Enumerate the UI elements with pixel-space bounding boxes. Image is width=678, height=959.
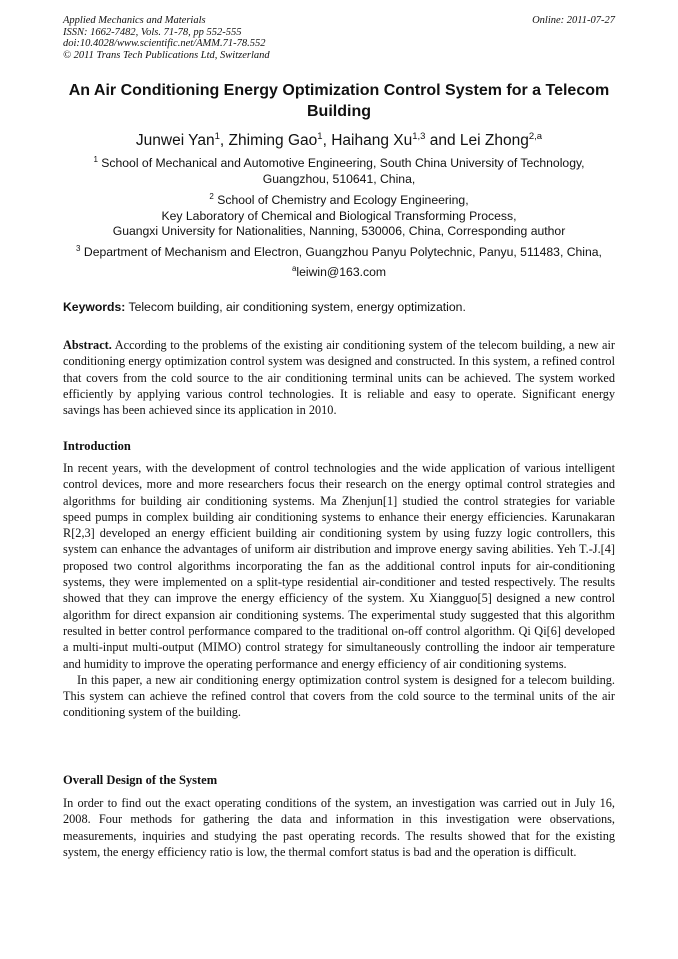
introduction-body: [63, 460, 615, 721]
affil-sup: 1: [93, 154, 98, 164]
author-affil-sup: 1: [317, 130, 323, 142]
affil-sup: 3: [76, 243, 81, 253]
paper-title: [40, 80, 638, 122]
author-name: Zhiming Gao: [228, 132, 318, 149]
intro-paragraph-2: In this paper, a new air conditioning energy optimization control system is designed for a telecom building. This system can achieve the refined control that covers from the cold source to the terminal units of the air conditioning system of the building.: [63, 672, 615, 720]
author-and: and: [425, 132, 460, 149]
abstract-label: Abstract.: [63, 338, 112, 352]
affiliation-2: $^2$ School of Chemistry and Ecology Engineering, Key Laboratory of Chemical and Biological Transforming Process, Guangxi University for Nationalities, Nanning, 530006, China, Corresponding author: [112, 191, 566, 238]
section-heading-overall-design: Overall Design of the System: [63, 773, 218, 787]
keywords: [63, 300, 615, 314]
keywords-label: Keywords:: [63, 300, 126, 314]
author-list: Junwei Yan$^1$, Zhiming Gao$^1$, Haihang Xu$^{1,3}$ and Lei Zhong$^{2,a}$: [135, 130, 543, 149]
author-name: Lei Zhong: [459, 132, 529, 149]
contact-email: [40, 265, 638, 281]
journal-doi: doi:10.4028/www.scientific.net/AMM.71-78.552: [63, 38, 266, 50]
abstract-text: According to the problems of the existing air conditioning system of the telecom building, a new air conditioning energy optimization control system was designed and constructed. In this system, a refined control that covers from the cold source to the air conditioning terminal units can be achieved. The system worked efficiently by applying various control technologies. It is reliable and easy to operate. Significant energy savings has been achieved since its application in 2010.: [63, 338, 615, 418]
journal-issn: ISSN: 1662-7482, Vols. 71-78, pp 552-555: [63, 26, 242, 38]
author-name: Junwei Yan: [135, 132, 215, 149]
journal-copyright: © 2011 Trans Tech Publications Ltd, Switzerland: [63, 49, 270, 61]
section-heading-introduction: Introduction: [63, 439, 131, 453]
online-date: Online: 2011-07-27: [532, 15, 615, 26]
overall-design-body: [63, 795, 615, 860]
intro-paragraph-1: In recent years, with the development of control technologies and the wide application of various intelligent control devices, more and more researchers focus their research on the energy optimal control strategies and algorithms for building air conditioning systems. Ma Zhenjun[1] studied the control strategies for variable speed pumps in complex building air conditioning systems to enhance their energy efficiencies. Karunakaran R[2,3] developed an energy efficient building air conditioning system by using fuzzy logic controllers, this system can enhance the advantages of uniform air distribution and improve energy saving abilities. Yeh T.-J.[4] proposed two control algorithms incorporating the fan as the additional control inputs for air-conditioning systems, they were implemented on a split-type residential air-conditioner and tested respectively. The results showed that they can improve the energy efficiency of the system. Xu Xiangguo[5] designed a new control algorithm for direct expansion air conditioning systems. The experimental study suggested that this algorithm resulted in better control performance compared to the traditional on-off control algorithm. Qi Qi[6] developed a multi-input multi-output (MIMO) control strategy for simultaneously controlling the indoor air temperature and humidity to improve the operating performance and energy efficiency of air conditioning systems.: [63, 461, 615, 671]
title-line-1: An Air Conditioning Energy Optimization Control System for a Telecom: [68, 82, 610, 99]
author-affil-sup: 1: [214, 130, 220, 142]
affiliation-3: $^3$ Department of Mechanism and Electron, Guangzhou Panyu Polytechnic, Panyu, 511483, China,: [76, 243, 602, 259]
affiliation-1: $^1$ School of Mechanical and Automotive Engineering, South China University of Technology, Guangzhou, 510641, China,: [93, 154, 585, 186]
design-paragraph-1: In order to find out the exact operating conditions of the system, an investigation was carried out in July 16, 2008. Four methods for gathering the data and information in this investigation were observations, measurements, inquiries and studying the past operating records. The results showed that for the existing system, the energy efficiency ratio is low, the thermal comfort status is bad and the operation is difficult.: [63, 796, 615, 859]
author-name: Haihang Xu: [331, 132, 413, 149]
affil-sup: 2: [209, 191, 214, 201]
email-sup: a: [291, 263, 297, 273]
journal-name: Applied Mechanics and Materials: [63, 15, 206, 26]
author-affil-sup: 1,3: [412, 130, 426, 142]
author-affil-sup: 2,a: [528, 130, 543, 142]
abstract: [63, 337, 615, 418]
journal-info: [63, 15, 270, 61]
keywords-text: Telecom building, air conditioning system, energy optimization.: [125, 300, 466, 314]
title-line-2: Building: [307, 103, 371, 120]
email-address: leiwin@163.com: [296, 265, 387, 279]
